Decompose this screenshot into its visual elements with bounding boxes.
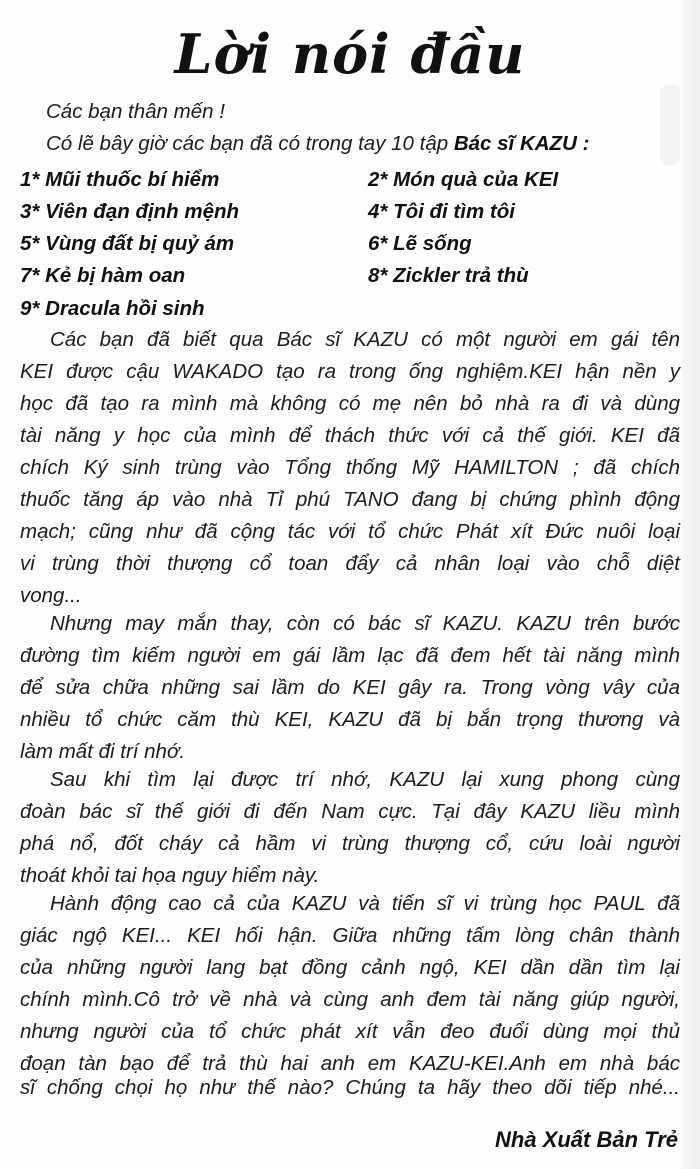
volume-item: 3* Viên đạn định mệnh — [20, 200, 240, 223]
volume-item: 9* Dracula hồi sinh — [20, 297, 205, 320]
text-line: mạch; cũng như đã cộng tác với tổ chức Phát xít Đức nuôi loại — [20, 520, 680, 543]
text-line: thoát khỏi tai họa nguy hiểm này. — [20, 864, 320, 887]
text-line: nhưng người của tổ chức phát xít vẫn đeo đuổi dùng mọi thủ — [20, 1020, 680, 1043]
publisher-signature: Nhà Xuất Bản Trẻ — [495, 1127, 678, 1152]
volume-item: 4* Tôi đi tìm tôi — [368, 200, 515, 223]
volume-item: 5* Vùng đất bị quỷ ám — [20, 232, 235, 255]
text-line: Nhưng may mắn thay, còn có bác sĩ KAZU. KAZU trên bước — [50, 612, 680, 635]
text-line: vi trùng thời thượng cổ toan đẩy cả nhân loại vào chỗ diệt — [20, 552, 680, 575]
text-line: đoàn bác sĩ thế giới đi đến Nam cực. Tại đây KAZU liều mình — [20, 800, 680, 823]
text-line: chích Ký sinh trùng vào Tổng thống Mỹ HAMILTON ; đã chích — [20, 456, 680, 479]
text-line: KEI được cậu WAKADO tạo ra trong ống nghiệm.KEI hận nền y — [20, 360, 680, 383]
text-line: giác ngộ KEI... KEI hối hận. Giữa những tấm lòng chân thành — [20, 924, 680, 947]
series-name: Bác sĩ KAZU : — [453, 132, 590, 155]
text-line: Sau khi tìm lại được trí nhớ, KAZU lại xung phong cùng — [50, 768, 680, 791]
text-line: Các bạn đã biết qua Bác sĩ KAZU có một người em gái tên — [50, 328, 680, 351]
page-edge-mark — [660, 85, 680, 165]
text-line: để sửa chữa những sai lầm do KEI gây ra. Trong vòng vây của — [20, 676, 680, 699]
page-title: Lời nói đầu — [174, 22, 526, 86]
text-line: tài năng y học của mình để thách thức với cả thế giới. KEI đã — [20, 424, 680, 447]
intro-text: Có lẽ bây giờ các bạn đã có trong tay 10 tập — [46, 132, 454, 155]
volume-item: 8* Zickler trả thù — [368, 264, 529, 287]
volume-item: 2* Món quà của KEI — [368, 168, 559, 191]
text-line: làm mất đi trí nhớ. — [20, 740, 186, 763]
text-line: học đã tạo ra mình mà không có mẹ nên bỏ nhà ra đi và dùng — [20, 392, 680, 415]
text-line: nhiều tổ chức căm thù KEI, KAZU đã bị bắn trọng thương và — [20, 708, 680, 731]
text-line: vong... — [20, 584, 82, 607]
volume-item: 6* Lẽ sống — [368, 232, 472, 255]
volume-item: 1* Mũi thuốc bí hiểm — [20, 168, 220, 191]
text-line: của những người lang bạt đồng cảnh ngộ, KEI dần dần tìm lại — [20, 956, 680, 979]
text-line: Hành động cao cả của KAZU và tiến sĩ vi trùng học PAUL đã — [50, 892, 680, 915]
text-line: chính mình.Cô trở về nhà và cùng anh đem tài năng giúp người, — [20, 988, 680, 1011]
text-line: thuốc tăng áp vào nhà Tỉ phú TANO đang bị chứng phình động — [20, 488, 680, 511]
text-line: sĩ chống chọi họ như thế nào? Chúng ta hãy theo dõi tiếp nhé... — [20, 1076, 680, 1099]
text-line: đường tìm kiếm người em gái lầm lạc đã đem hết tài năng mình — [20, 644, 680, 667]
volume-item: 7* Kẻ bị hàm oan — [20, 264, 186, 287]
text-line: phá nổ, đốt cháy cả hầm vi trùng thượng cổ, cứu loài người — [20, 832, 680, 855]
intro-line — [46, 132, 589, 156]
page-edge-shadow — [682, 0, 700, 1169]
greeting: Các bạn thân mến ! — [46, 100, 225, 123]
text-line: đoạn tàn bạo để trả thù hai anh em KAZU-KEI.Anh em nhà bác — [20, 1052, 680, 1075]
